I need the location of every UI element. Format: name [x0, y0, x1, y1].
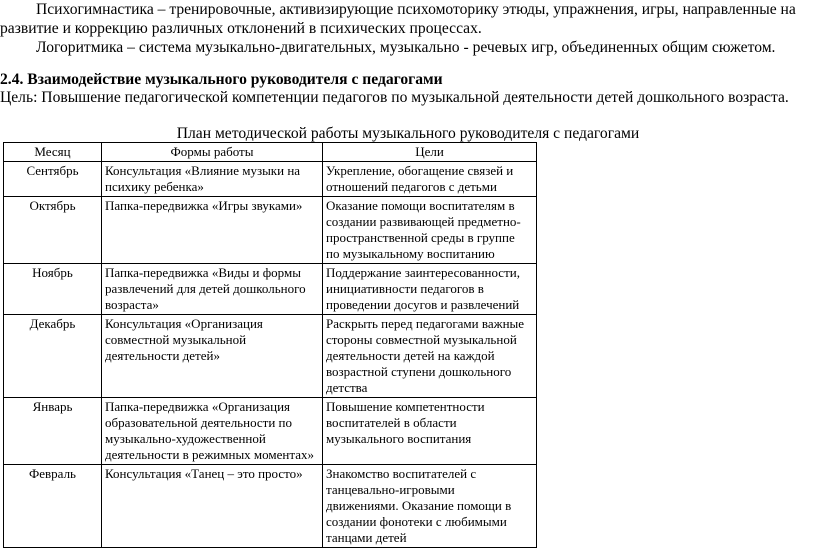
form-line: музыкально-художественной	[105, 431, 266, 446]
cell-month: Февраль	[4, 465, 102, 548]
header-goals: Цели	[323, 143, 537, 162]
cell-form	[102, 465, 323, 548]
form-line: деятельности детей»	[105, 348, 220, 363]
cell-form	[102, 315, 323, 398]
table-caption: План методической работы музыкального руководителя с педагогами	[176, 125, 640, 142]
cell-goal	[323, 398, 537, 465]
goal-line: танцевально-игровыми	[326, 482, 455, 497]
form-line: деятельности в режимных моментах»	[105, 447, 314, 462]
goal-line: Укрепление, обогащение связей и	[326, 163, 514, 178]
table-row	[4, 398, 537, 465]
goal-line: детства	[326, 380, 368, 395]
cell-form	[102, 398, 323, 465]
table-row	[4, 162, 537, 197]
table-header-row	[4, 143, 537, 162]
intro-line-3: Логоритмика – система музыкально-двигательных, музыкально - речевых игр, объединенных общим сюжетом.	[36, 39, 776, 56]
goal-line: музыкального воспитания	[326, 431, 472, 446]
section-heading: 2.4. Взаимодействие музыкального руководителя с педагогами	[0, 71, 443, 88]
cell-goal	[323, 315, 537, 398]
section-goal: Цель: Повышение педагогической компетенции педагогов по музыкальной деятельности детей дошкольного возраста.	[0, 89, 789, 106]
plan-table	[3, 142, 537, 548]
form-line: совместной музыкальной	[105, 332, 247, 347]
goal-line: Раскрыть перед педагогами важные	[326, 316, 525, 331]
header-forms: Формы работы	[102, 143, 323, 162]
cell-month: Ноябрь	[4, 264, 102, 315]
form-line: Консультация «Танец – это просто»	[105, 466, 303, 481]
goal-line: отношений педагогов с детьми	[326, 179, 497, 194]
cell-form	[102, 162, 323, 197]
goal-line: воспитателей в области	[326, 415, 457, 430]
form-line: Папка-передвижка «Игры звуками»	[105, 198, 303, 213]
goal-line: деятельности детей на каждой	[326, 348, 495, 363]
goal-line: Оказание помощи воспитателям в	[326, 198, 515, 213]
form-line: Папка-передвижка «Виды и формы	[105, 265, 301, 280]
form-line: Папка-передвижка «Организация	[105, 399, 291, 414]
table-row	[4, 315, 537, 398]
table-row	[4, 264, 537, 315]
goal-line: движениями. Оказание помощи в	[326, 498, 512, 513]
table-row	[4, 197, 537, 264]
cell-goal	[323, 264, 537, 315]
goal-line: стороны совместной музыкальной	[326, 332, 517, 347]
goal-line: Поддержание заинтересованности,	[326, 265, 520, 280]
goal-line: создании развивающей предметно-	[326, 214, 521, 229]
goal-line: Повышение компетентности	[326, 399, 485, 414]
cell-month: Декабрь	[4, 315, 102, 398]
goal-line: Знакомство воспитателей с	[326, 466, 477, 481]
intro-line-2: развитие и коррекцию различных отклонений в психических процессах.	[0, 20, 482, 37]
header-month: Месяц	[4, 143, 102, 162]
cell-goal	[323, 162, 537, 197]
goal-line: возрастной ступени дошкольного	[326, 364, 512, 379]
goal-line: по музыкальному воспитанию	[326, 246, 495, 261]
intro-line-1: Психогимнастика – тренировочные, активизирующие психомоторику этюды, упражнения, игры, направленные на	[36, 1, 796, 18]
cell-goal	[323, 465, 537, 548]
cell-form	[102, 264, 323, 315]
goal-line: инициативности педагогов в	[326, 281, 484, 296]
cell-month: Октябрь	[4, 197, 102, 264]
cell-month: Сентябрь	[4, 162, 102, 197]
form-line: Консультация «Организация	[105, 316, 263, 331]
form-line: образовательной деятельности по	[105, 415, 293, 430]
goal-line: пространственной среды в группе	[326, 230, 515, 245]
form-line: возраста»	[105, 297, 159, 312]
cell-form	[102, 197, 323, 264]
form-line: психику ребенка»	[105, 179, 204, 194]
table-row	[4, 465, 537, 548]
goal-line: танцами детей	[326, 530, 407, 545]
cell-goal	[323, 197, 537, 264]
goal-line: создании фонотеки с любимыми	[326, 514, 507, 529]
goal-line: проведении досугов и развлечений	[326, 297, 520, 312]
form-line: Консультация «Влияние музыки на	[105, 163, 301, 178]
cell-month: Январь	[4, 398, 102, 465]
form-line: развлечений для детей дошкольного	[105, 281, 306, 296]
